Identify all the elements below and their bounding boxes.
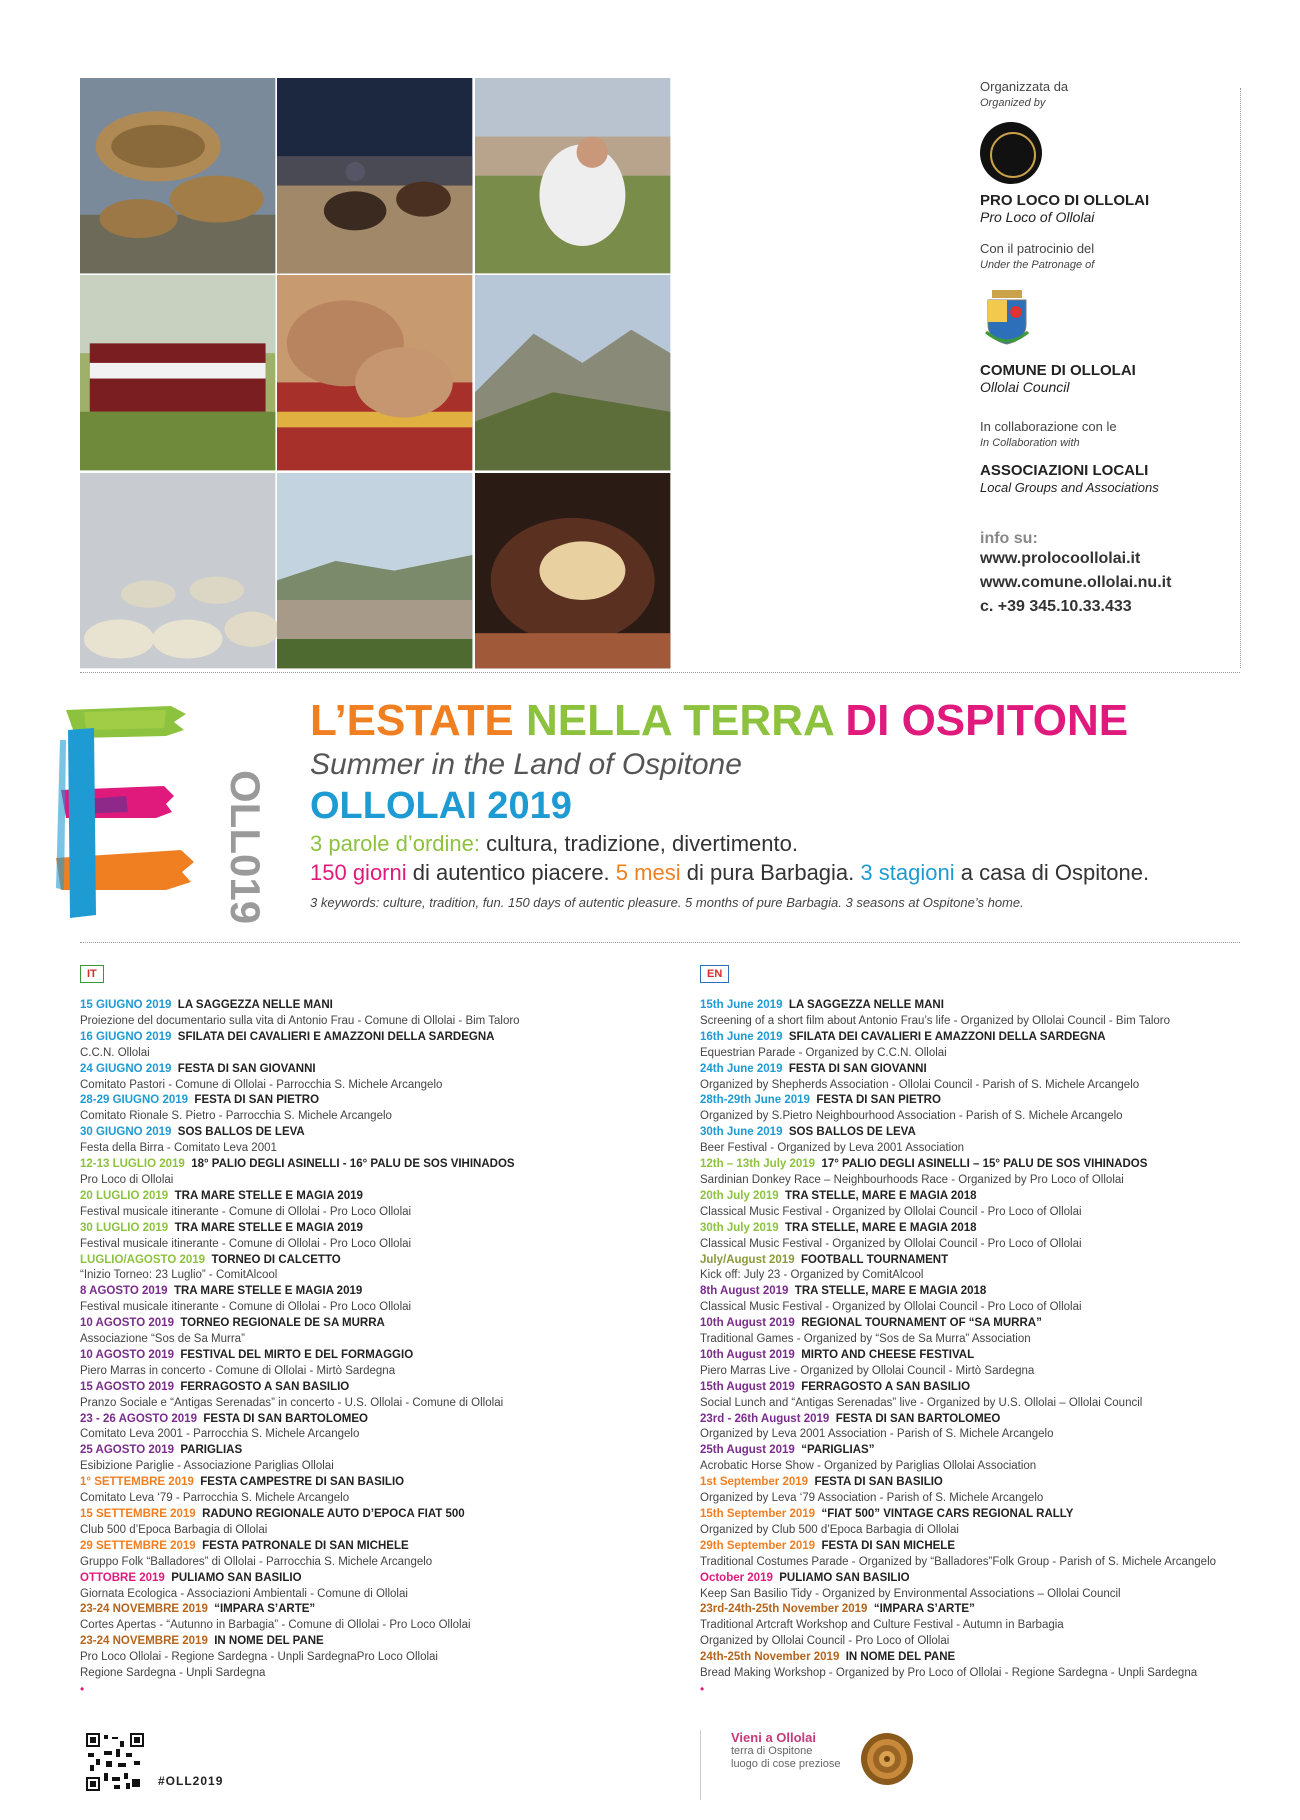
event-description: Traditional Games - Organized by “Sos de Sa Murra” Association bbox=[700, 1333, 1031, 1346]
event-title: LA SAGGEZZA NELLE MANI bbox=[177, 999, 333, 1011]
event-description: Comitato Rionale S. Pietro - Parrocchia S. Michele Arcangelo bbox=[80, 1110, 392, 1123]
event-title: FESTA DI SAN BASILIO bbox=[814, 1476, 943, 1489]
oll019-logo bbox=[46, 700, 269, 925]
event-date: 12th – 13th July 2019 bbox=[700, 1158, 816, 1171]
event-heading bbox=[80, 1539, 680, 1555]
event-description: Classical Music Festival - Organized by Ollolai Council - Pro Loco of Ollolai bbox=[700, 1237, 1082, 1250]
event-description: Bread Making Workshop - Organized by Pro Loco of Ollolai - Regione Sardegna - Unpli Sardegna bbox=[700, 1667, 1198, 1680]
event-description: Festa della Birra - Comitato Leva 2001 bbox=[80, 1142, 277, 1155]
event-heading bbox=[80, 1284, 680, 1300]
event-date: 28th-29th June 2019 bbox=[700, 1094, 810, 1107]
event-title: FESTA PATRONALE DI SAN MICHELE bbox=[202, 1539, 409, 1552]
event-heading bbox=[80, 1030, 680, 1046]
event-date: 15th June 2019 bbox=[700, 999, 783, 1011]
event-description: Gruppo Folk “Balladores” di Ollolai - Parrocchia S. Michele Arcangelo bbox=[80, 1555, 433, 1568]
event-title: FESTA DI SAN PIETRO bbox=[816, 1094, 941, 1107]
event-heading bbox=[80, 1093, 680, 1109]
event-description: Festival musicale itinerante - Comune di Ollolai - Pro Loco Ollolai bbox=[80, 1301, 412, 1314]
event-date: 29th September 2019 bbox=[700, 1539, 816, 1552]
event-title: SFILATA DEI CAVALIERI E AMAZZONI DELLA SARDEGNA bbox=[177, 1030, 495, 1043]
event-heading bbox=[80, 1380, 680, 1396]
event-title: 18° PALIO DEGLI ASINELLI - 16° PALU DE SOS VIHINADOS bbox=[191, 1158, 515, 1171]
hashtag: #OLL2019 bbox=[158, 1774, 224, 1788]
event-date: 15th September 2019 bbox=[700, 1508, 816, 1520]
comune-name-en: Ollolai Council bbox=[980, 379, 1070, 395]
vieni-line-2: luogo di cose preziose bbox=[731, 1758, 841, 1770]
list-end-dot: • bbox=[80, 1681, 85, 1696]
event-title: FESTA DI SAN GIOVANNI bbox=[177, 1062, 316, 1075]
event-description: Organized by Shepherds Association - Ollolai Council - Parish of S. Michele Arcangelo bbox=[700, 1078, 1140, 1091]
event-date: 10 AGOSTO 2019 bbox=[80, 1317, 174, 1330]
event-description: Traditional Costumes Parade - Organized by “Balladores”Folk Group - Parish of S. Michele Arcangelo bbox=[700, 1555, 1217, 1568]
title-block bbox=[310, 695, 1240, 910]
event-date: 10th August 2019 bbox=[700, 1317, 795, 1330]
title-part-1: L’ESTATE bbox=[310, 696, 514, 745]
event-description: Comitato Pastori - Comune di Ollolai - Parrocchia S. Michele Arcangelo bbox=[80, 1078, 443, 1091]
event-description: Associazione “Sos de Sa Murra” bbox=[80, 1333, 245, 1346]
event-heading bbox=[80, 1189, 680, 1205]
seasons-text: a casa di Ospitone. bbox=[960, 860, 1150, 885]
event-date: 24 GIUGNO 2019 bbox=[80, 1062, 172, 1075]
event-title: MIRTO AND CHEESE FESTIVAL bbox=[801, 1348, 975, 1361]
event-heading bbox=[80, 1571, 680, 1587]
vieni-block bbox=[700, 1730, 840, 1800]
event-heading bbox=[700, 998, 1240, 1014]
seasons-highlight: 3 stagioni bbox=[860, 860, 955, 885]
event-description-extra: Organized by Ollolai Council - Pro Loco of Ollolai bbox=[700, 1635, 950, 1648]
event-title: FESTA DI SAN BARTOLOMEO bbox=[835, 1412, 1001, 1425]
event-date: LUGLIO/AGOSTO 2019 bbox=[80, 1253, 206, 1266]
vieni-line-1: terra di Ospitone bbox=[731, 1745, 813, 1757]
event-heading bbox=[80, 998, 680, 1014]
event-heading bbox=[700, 1412, 1240, 1428]
info-label: info su: bbox=[980, 530, 1038, 547]
seasons-line bbox=[310, 858, 1240, 887]
months-text: di pura Barbagia. bbox=[686, 860, 855, 885]
event-title: “PARIGLIAS” bbox=[801, 1444, 875, 1457]
subtitle: Summer in the Land of Ospitone bbox=[310, 748, 742, 781]
divider-vertical bbox=[1240, 88, 1241, 668]
event-date: 16th June 2019 bbox=[700, 1030, 783, 1043]
patron-label: Con il patrocinio del bbox=[980, 241, 1095, 256]
event-heading bbox=[700, 1571, 1240, 1587]
event-date: 1st September 2019 bbox=[700, 1476, 809, 1489]
event-heading bbox=[80, 1316, 680, 1332]
event-date: 24th June 2019 bbox=[700, 1062, 783, 1075]
event-description: Equestrian Parade - Organized by C.C.N. Ollolai bbox=[700, 1046, 947, 1059]
org-label: Organizzata da bbox=[980, 79, 1069, 94]
event-description: Comitato Leva ‘79 - Parrocchia S. Michele Arcangelo bbox=[80, 1492, 350, 1505]
event-description: Piero Marras Live - Organized by Ollolai Council - Mirtò Sardegna bbox=[700, 1364, 1035, 1377]
event-title: FERRAGOSTO A SAN BASILIO bbox=[180, 1380, 350, 1393]
event-heading bbox=[700, 1062, 1240, 1078]
event-description: Esibizione Pariglie - Associazione Pariglias Ollolai bbox=[80, 1460, 334, 1473]
photo-baskets bbox=[80, 78, 275, 273]
event-title: SOS BALLOS DE LEVA bbox=[788, 1126, 916, 1139]
event-heading bbox=[700, 1348, 1240, 1364]
event-heading bbox=[80, 1221, 680, 1237]
town-title: OLLOLAI 2019 bbox=[310, 785, 572, 827]
event-date: 30th July 2019 bbox=[700, 1221, 779, 1234]
event-date: 20 LUGLIO 2019 bbox=[80, 1189, 169, 1202]
event-title: FESTA DI SAN MICHELE bbox=[821, 1539, 955, 1552]
event-description: “Inizio Torneo: 23 Luglio” - ComitAlcool bbox=[80, 1269, 278, 1282]
event-title: FESTA DI SAN GIOVANNI bbox=[788, 1062, 927, 1075]
list-end-dot: • bbox=[700, 1681, 705, 1696]
event-description: Organized by Leva 2001 Association - Parish of S. Michele Arcangelo bbox=[700, 1428, 1054, 1441]
event-heading bbox=[80, 1348, 680, 1364]
event-title: FERRAGOSTO A SAN BASILIO bbox=[801, 1380, 971, 1393]
phone-number: c. +39 345.10.33.433 bbox=[980, 598, 1132, 615]
event-heading bbox=[80, 1475, 680, 1491]
event-date: 1° SETTEMBRE 2019 bbox=[80, 1476, 194, 1489]
event-heading bbox=[700, 1221, 1240, 1237]
event-title: REGIONAL TOURNAMENT OF “SA MURRA” bbox=[801, 1317, 1042, 1330]
proloco-name: PRO LOCO DI OLLOLAI bbox=[980, 192, 1150, 209]
event-title: IN NOME DEL PANE bbox=[214, 1635, 324, 1648]
event-date: 23rd - 26th August 2019 bbox=[700, 1412, 830, 1425]
patron-label-en: Under the Patronage of bbox=[980, 259, 1095, 271]
event-heading bbox=[700, 1189, 1240, 1205]
photo-mountains bbox=[475, 275, 670, 470]
assoc-name-en: Local Groups and Associations bbox=[980, 480, 1159, 495]
event-date: 8 AGOSTO 2019 bbox=[80, 1285, 168, 1298]
event-date: 30 GIUGNO 2019 bbox=[80, 1126, 172, 1139]
event-description: Sardinian Donkey Race – Neighbourhoods Race - Organized by Pro Loco of Ollolai bbox=[700, 1173, 1124, 1186]
event-description: Pro Loco Ollolai - Regione Sardegna - Unpli SardegnaPro Loco Ollolai bbox=[80, 1651, 438, 1664]
event-heading bbox=[80, 1634, 680, 1650]
title-part-2: NELLA TERRA bbox=[525, 696, 834, 745]
flag-it: IT bbox=[80, 965, 104, 983]
event-description: Classical Music Festival - Organized by Ollolai Council - Pro Loco of Ollolai bbox=[700, 1301, 1082, 1314]
event-title: “IMPARA S’ARTE” bbox=[214, 1603, 316, 1616]
photo-horse-race bbox=[277, 78, 472, 273]
months-highlight: 5 mesi bbox=[615, 860, 681, 885]
event-description: Organized by Leva ‘79 Association - Parish of S. Michele Arcangelo bbox=[700, 1492, 1044, 1505]
event-title: FESTIVAL DEL MIRTO E DEL FORMAGGIO bbox=[180, 1348, 414, 1361]
event-heading bbox=[80, 1412, 680, 1428]
main-title bbox=[310, 695, 1240, 747]
basket-logo-icon bbox=[860, 1732, 914, 1786]
event-heading bbox=[700, 1125, 1240, 1141]
event-title: RADUNO REGIONALE AUTO D’EPOCA FIAT 500 bbox=[202, 1508, 465, 1520]
comune-crest-icon bbox=[984, 288, 1030, 346]
title-part-3: DI OSPITONE bbox=[845, 696, 1129, 745]
event-title: TRA STELLE, MARE E MAGIA 2018 bbox=[785, 1221, 977, 1234]
event-description: Kick off: July 23 - Organized by ComitAlcool bbox=[700, 1269, 924, 1282]
event-heading bbox=[700, 1380, 1240, 1396]
event-heading bbox=[700, 1650, 1240, 1666]
event-description: Giornata Ecologica - Associazioni Ambientali - Comune di Ollolai bbox=[80, 1587, 408, 1600]
divider-top bbox=[80, 672, 1240, 673]
event-date: 30th June 2019 bbox=[700, 1126, 783, 1139]
event-title: “IMPARA S’ARTE” bbox=[873, 1603, 975, 1616]
event-description: Social Lunch and “Antigas Serenadas” live - Organized by U.S. Ollolai – Ollolai Council bbox=[700, 1396, 1143, 1409]
event-heading bbox=[80, 1253, 680, 1269]
event-description: Organized by S.Pietro Neighbourhood Association - Parish of S. Michele Arcangelo bbox=[700, 1110, 1123, 1123]
event-title: PULIAMO SAN BASILIO bbox=[171, 1571, 302, 1584]
event-title: “FIAT 500” VINTAGE CARS REGIONAL RALLY bbox=[821, 1508, 1074, 1520]
event-date: 15 GIUGNO 2019 bbox=[80, 999, 172, 1011]
event-heading bbox=[700, 1030, 1240, 1046]
event-description: Screening of a short film about Antonio Frau’s life - Organized by Ollolai Council - Bim Taloro bbox=[700, 1014, 1171, 1027]
event-description: Piero Marras in concerto - Comune di Ollolai - Mirtò Sardegna bbox=[80, 1364, 396, 1377]
event-heading bbox=[700, 1602, 1240, 1618]
event-description: Traditional Artcraft Workshop and Culture Festival - Autumn in Barbagia bbox=[700, 1619, 1064, 1632]
event-date: 29 SETTEMBRE 2019 bbox=[80, 1539, 196, 1552]
event-title: TORNEO REGIONALE DE SA MURRA bbox=[180, 1317, 385, 1330]
event-date: 15 AGOSTO 2019 bbox=[80, 1380, 174, 1393]
event-date: 23rd-24th-25th November 2019 bbox=[700, 1603, 868, 1616]
event-heading bbox=[700, 1284, 1240, 1300]
event-date: 20th July 2019 bbox=[700, 1189, 779, 1202]
vieni-title: Vieni a Ollolai bbox=[731, 1730, 817, 1745]
photo-costumes bbox=[80, 275, 275, 470]
keywords-text: cultura, tradizione, divertimento. bbox=[486, 831, 798, 856]
event-date: 30 LUGLIO 2019 bbox=[80, 1221, 169, 1234]
photo-grid bbox=[80, 78, 670, 668]
event-title: TRA STELLE, MARE E MAGIA 2018 bbox=[794, 1285, 987, 1298]
event-description: Proiezione del documentario sulla vita di Antonio Frau - Comune di Ollolai - Bim Taloro bbox=[80, 1014, 520, 1027]
qr-code-icon bbox=[86, 1733, 144, 1791]
organizers-panel bbox=[980, 78, 1240, 619]
photo-cheese bbox=[80, 473, 275, 668]
event-heading bbox=[700, 1507, 1240, 1523]
event-description: Keep San Basilio Tidy - Organized by Environmental Associations – Ollolai Council bbox=[700, 1587, 1121, 1600]
event-description: Pranzo Sociale e “Antigas Serenadas” in concerto - U.S. Ollolai - Comune di Ollolai bbox=[80, 1396, 504, 1409]
event-title: PULIAMO SAN BASILIO bbox=[779, 1571, 910, 1584]
keywords-label: 3 parole d’ordine: bbox=[310, 831, 481, 856]
days-text: di autentico piacere. bbox=[412, 860, 610, 885]
site-comune-link[interactable]: www.comune.ollolai.nu.it bbox=[980, 574, 1172, 591]
photo-hands bbox=[277, 275, 472, 470]
collab-label: In collaborazione con le bbox=[980, 419, 1117, 434]
event-date: 25 AGOSTO 2019 bbox=[80, 1444, 174, 1457]
event-heading bbox=[700, 1253, 1240, 1269]
event-date: 25th August 2019 bbox=[700, 1444, 795, 1457]
event-heading bbox=[700, 1157, 1240, 1173]
event-date: 10th August 2019 bbox=[700, 1348, 795, 1361]
site-proloco-link[interactable]: www.prolocoollolai.it bbox=[980, 550, 1141, 567]
event-description: Classical Music Festival - Organized by Ollolai Council - Pro Loco of Ollolai bbox=[700, 1205, 1082, 1218]
event-date: 10 AGOSTO 2019 bbox=[80, 1348, 174, 1361]
event-title: FESTA CAMPESTRE DI SAN BASILIO bbox=[200, 1476, 405, 1489]
event-date: 23-24 NOVEMBRE 2019 bbox=[80, 1635, 208, 1648]
event-description: Beer Festival - Organized by Leva 2001 Association bbox=[700, 1142, 965, 1155]
event-date: July/August 2019 bbox=[700, 1253, 795, 1266]
comune-name: COMUNE DI OLLOLAI bbox=[980, 362, 1136, 379]
event-date: 24th-25th November 2019 bbox=[700, 1651, 840, 1664]
events-list-en bbox=[700, 998, 1240, 1698]
org-label-en: Organized by bbox=[980, 97, 1046, 109]
events-list-it bbox=[80, 998, 680, 1698]
event-title: SOS BALLOS DE LEVA bbox=[177, 1126, 305, 1139]
event-title: 17° PALIO DEGLI ASINELLI – 15° PALU DE SOS VIHINADOS bbox=[821, 1158, 1148, 1171]
assoc-name: ASSOCIAZIONI LOCALI bbox=[980, 462, 1149, 479]
event-title: FESTA DI SAN BARTOLOMEO bbox=[203, 1412, 368, 1425]
photo-wrestling bbox=[475, 78, 670, 273]
event-date: 23 - 26 AGOSTO 2019 bbox=[80, 1412, 197, 1425]
event-description: Cortes Apertas - “Autunno in Barbagia” - Comune di Ollolai - Pro Loco Ollolai bbox=[80, 1619, 471, 1632]
event-description: Comitato Leva 2001 - Parrocchia S. Michele Arcangelo bbox=[80, 1428, 360, 1441]
event-title: TRA MARE STELLE E MAGIA 2019 bbox=[174, 1221, 363, 1234]
photo-bread-oven bbox=[475, 473, 670, 668]
proloco-name-en: Pro Loco of Ollolai bbox=[980, 209, 1095, 225]
event-description: Pro Loco di Ollolai bbox=[80, 1173, 174, 1186]
event-heading bbox=[700, 1316, 1240, 1332]
divider-middle bbox=[80, 942, 1240, 943]
days-highlight: 150 giorni bbox=[310, 860, 407, 885]
keywords-line bbox=[310, 829, 1240, 858]
english-tagline: 3 keywords: culture, tradition, fun. 150 days of autentic pleasure. 5 months of pure Barbagia. 3 seasons at Ospitone’s home. bbox=[310, 895, 1024, 910]
event-description-extra: Regione Sardegna - Unpli Sardegna bbox=[80, 1667, 266, 1680]
event-title: FOOTBALL TOURNAMENT bbox=[800, 1253, 949, 1266]
event-heading bbox=[700, 1443, 1240, 1459]
event-title: TRA STELLE, MARE E MAGIA 2018 bbox=[785, 1189, 977, 1202]
event-title: PARIGLIAS bbox=[180, 1444, 243, 1457]
event-title: TRA MARE STELLE E MAGIA 2019 bbox=[173, 1285, 363, 1298]
event-date: 28-29 GIUGNO 2019 bbox=[80, 1094, 189, 1107]
event-title: LA SAGGEZZA NELLE MANI bbox=[788, 999, 944, 1011]
collab-label-en: In Collaboration with bbox=[980, 437, 1080, 449]
event-date: 23-24 NOVEMBRE 2019 bbox=[80, 1603, 208, 1616]
event-title: IN NOME DEL PANE bbox=[845, 1651, 956, 1664]
proloco-seal-icon bbox=[980, 122, 1042, 184]
event-date: 15 SETTEMBRE 2019 bbox=[80, 1508, 196, 1520]
event-heading bbox=[700, 1475, 1240, 1491]
event-heading bbox=[80, 1443, 680, 1459]
event-description: Acrobatic Horse Show - Organized by Pariglias Ollolai Association bbox=[700, 1460, 1037, 1473]
logo-year-text: OLL019 bbox=[222, 770, 269, 925]
event-description: Club 500 d’Epoca Barbagia di Ollolai bbox=[80, 1523, 268, 1536]
event-date: 15th August 2019 bbox=[700, 1380, 795, 1393]
event-date: 12-13 LUGLIO 2019 bbox=[80, 1158, 185, 1171]
event-heading bbox=[80, 1125, 680, 1141]
event-description: Organized by Club 500 d’Epoca Barbagia di Ollolai bbox=[700, 1523, 959, 1536]
flag-en: EN bbox=[700, 965, 729, 983]
event-title: TRA MARE STELLE E MAGIA 2019 bbox=[174, 1189, 363, 1202]
photo-village bbox=[277, 473, 472, 668]
event-heading bbox=[80, 1602, 680, 1618]
event-date: October 2019 bbox=[700, 1571, 773, 1584]
event-date: 16 GIUGNO 2019 bbox=[80, 1030, 172, 1043]
event-title: SFILATA DEI CAVALIERI E AMAZZONI DELLA SARDEGNA bbox=[788, 1030, 1106, 1043]
event-heading bbox=[700, 1539, 1240, 1555]
event-heading bbox=[700, 1093, 1240, 1109]
event-heading bbox=[80, 1507, 680, 1523]
event-description: Festival musicale itinerante - Comune di Ollolai - Pro Loco Ollolai bbox=[80, 1205, 412, 1218]
event-date: OTTOBRE 2019 bbox=[80, 1571, 165, 1584]
event-heading bbox=[80, 1157, 680, 1173]
event-date: 8th August 2019 bbox=[700, 1285, 789, 1298]
event-description: Festival musicale itinerante - Comune di Ollolai - Pro Loco Ollolai bbox=[80, 1237, 412, 1250]
event-heading bbox=[80, 1062, 680, 1078]
event-title: TORNEO DI CALCETTO bbox=[211, 1253, 341, 1266]
event-description: C.C.N. Ollolai bbox=[80, 1046, 150, 1059]
event-title: FESTA DI SAN PIETRO bbox=[194, 1094, 320, 1107]
